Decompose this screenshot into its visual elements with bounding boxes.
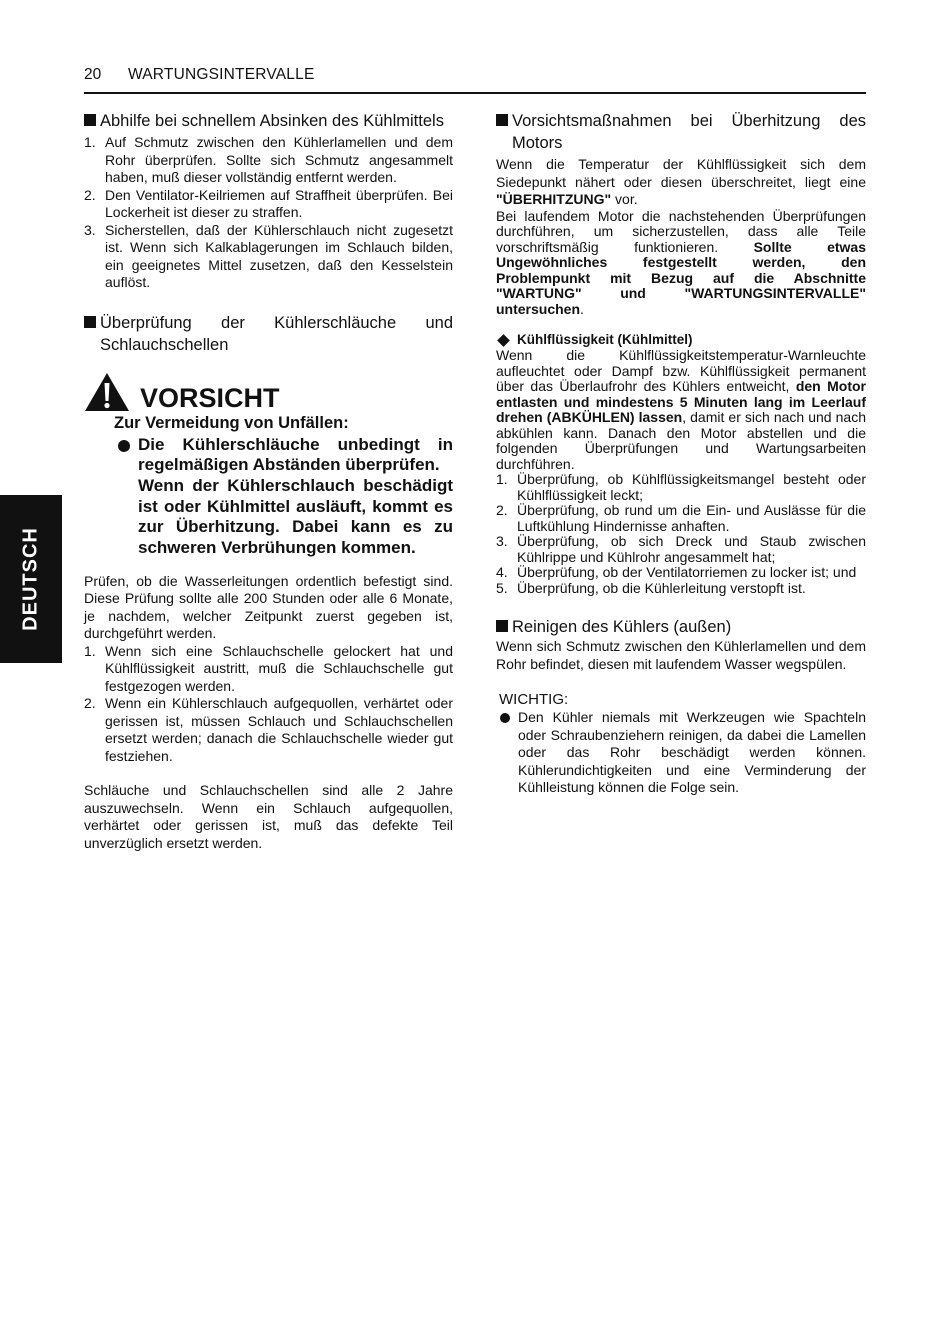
section-title-radiator-cleaning: Reinigen des Kühlers (außen) bbox=[496, 616, 866, 638]
list-item: 1. Überprüfung, ob Kühlflüssigkeitsmangel besteht oder Kühlflüssigkeit leckt; bbox=[496, 471, 866, 503]
square-bullet-icon bbox=[496, 620, 508, 632]
list-item: 4. Überprüfung, ob der Ventilatorriemen zu locker ist; und bbox=[496, 564, 857, 580]
hose-replacement-paragraph: Schläuche und Schlauchschellen sind alle 2 Jahre auszuwechseln. Wenn ein Schlauch aufgequollen, verhärtet oder gerissen ist, muß das defekte Teil unverzüglich ersetzt werden. bbox=[84, 782, 453, 851]
coolant-subheading: Kühlflüssigkeit (Kühlmittel) bbox=[496, 332, 866, 348]
diamond-bullet-icon bbox=[497, 334, 510, 347]
caution-box bbox=[84, 372, 453, 559]
list-item: 2. Überprüfung, ob rund um die Ein- und Auslässe für die Luftkühlung Hindernisse anhaften. bbox=[496, 502, 866, 534]
important-text: Den Kühler niemals mit Werkzeugen wie Spachteln oder Schraubenziehern reinigen, da dabei die Lamellen oder das Rohr beschädigt werden können. Kühlerundichtigkeiten und eine Verminderung der Kühlleistung können die Folge sein. bbox=[518, 709, 866, 795]
square-bullet-icon bbox=[84, 316, 96, 328]
section-title-coolant-loss: Abhilfe bei schnellem Absinken des Kühlmittels bbox=[84, 110, 453, 132]
list-item: 1. Auf Schmutz zwischen den Kühlerlamellen und dem Rohr überprüfen. Sollte sich Schmutz angesammelt haben, muß dieser vollständig entfernt werden. bbox=[84, 134, 453, 185]
list-item: 3. Sicherstellen, daß der Kühlerschlauch nicht zugesetzt ist. Wenn sich Kalkablagerungen im Schlauch bilden, ein geeignetes Mittel zusetzen, daß den Kesselstein auflöst. bbox=[84, 221, 453, 290]
warning-triangle-icon bbox=[84, 372, 130, 412]
overheating-paragraph-2: Bei laufendem Motor die nachstehenden Überprüfungen durchführen, um sicherzustellen, dass alle Teile vorschriftsmäßig funktionieren. Sollte etwas Ungewöhnliches festgestellt werden, den Problempunkt mit Bezug auf die Abschnitte "WARTUNG" und "WARTUNGSINTERVALLE" untersuchen. bbox=[496, 207, 866, 317]
square-bullet-icon bbox=[496, 114, 508, 126]
section-title-overheating: Vorsichtsmaßnahmen bei Überhitzung des Motors bbox=[496, 110, 866, 154]
coolant-paragraph: Wenn die Kühlflüssigkeitstemperatur-Warnleuchte aufleuchtet oder Dampf bzw. Kühlflüssigkeit permanent über das Überlaufrohr des Kühlers entweicht, den Motor entlasten und mindestens 5 Minuten lang im Leerlauf drehen (ABKÜHLEN) lassen, damit er sich nach und nach abkühlen kann. Danach den Motor abstellen und die folgenden Überprüfungen und Wartungsarbeiten durchführen. bbox=[496, 347, 867, 472]
caution-bullet: Die Kühlerschläuche unbedingt in regelmäßigen Abständen überprüfen. Wenn der Kühlerschlauch beschädigt ist oder Kühlmittel ausläuft, kommt es zur Überhitzung. Dabei kann es zu schweren Verbrühungen kommen. bbox=[114, 435, 453, 559]
list-item: 1. Wenn sich eine Schlauchschelle gelockert hat und Kühlflüssigkeit austritt, muß die Schlauchschelle gut festgezogen werden. bbox=[84, 642, 453, 694]
right-column bbox=[496, 110, 866, 797]
header-title: WARTUNGSINTERVALLE bbox=[128, 66, 315, 83]
radiator-cleaning-paragraph: Wenn sich Schmutz zwischen den Kühlerlamellen und dem Rohr befindet, diesen mit laufendem Wasser wegspülen. bbox=[496, 638, 866, 672]
list-item: 2. Den Ventilator-Keilriemen auf Straffheit überprüfen. Bei Lockerheit ist dieser zu straffen. bbox=[84, 186, 453, 220]
page-number: 20 bbox=[84, 66, 102, 83]
caution-subtitle: Zur Vermeidung von Unfällen: bbox=[114, 413, 349, 432]
section-title-hose-check: Überprüfung der Kühlerschläuche und Schlauchschellen bbox=[84, 312, 453, 356]
coolant-loss-list bbox=[84, 134, 453, 292]
list-item: 2. Wenn ein Kühlerschlauch aufgequollen, verhärtet oder gerissen ist, müssen Schlauch und Schlauchschellen ersetzt werden; danach die Schlauchschelle wieder gut festziehen. bbox=[84, 695, 453, 764]
overheating-paragraph-1: Wenn die Temperatur der Kühlflüssigkeit sich dem Siedepunkt nähert oder diesen überschreitet, liegt eine "ÜBERHITZUNG" vor. bbox=[496, 156, 866, 207]
page-header bbox=[84, 66, 866, 94]
bullet-dot-icon bbox=[500, 713, 510, 723]
overheating-check-list bbox=[496, 472, 866, 596]
square-bullet-icon bbox=[84, 114, 96, 126]
hose-check-list bbox=[84, 643, 453, 766]
caution-heading: VORSICHT bbox=[140, 382, 280, 413]
left-column bbox=[84, 110, 453, 852]
important-label: WICHTIG: bbox=[499, 691, 569, 708]
list-item: 5. Überprüfung, ob die Kühlerleitung verstopft ist. bbox=[496, 579, 806, 596]
language-side-tab bbox=[0, 495, 62, 663]
bullet-dot-icon bbox=[118, 440, 130, 452]
list-item: 3. Überprüfung, ob sich Dreck und Staub zwischen Kühlrippe und Kühlrohr angesammelt hat; bbox=[496, 533, 866, 565]
language-tab-label: DEUTSCH bbox=[19, 527, 42, 631]
hose-check-paragraph: Prüfen, ob die Wasserleitungen ordentlich befestigt sind. Diese Prüfung sollte alle 200 Stunden oder alle 6 Monate, je nachdem, welcher Zeitpunkt zuerst gegeben ist, durchgeführt werden. bbox=[84, 572, 453, 642]
important-note bbox=[496, 691, 866, 797]
